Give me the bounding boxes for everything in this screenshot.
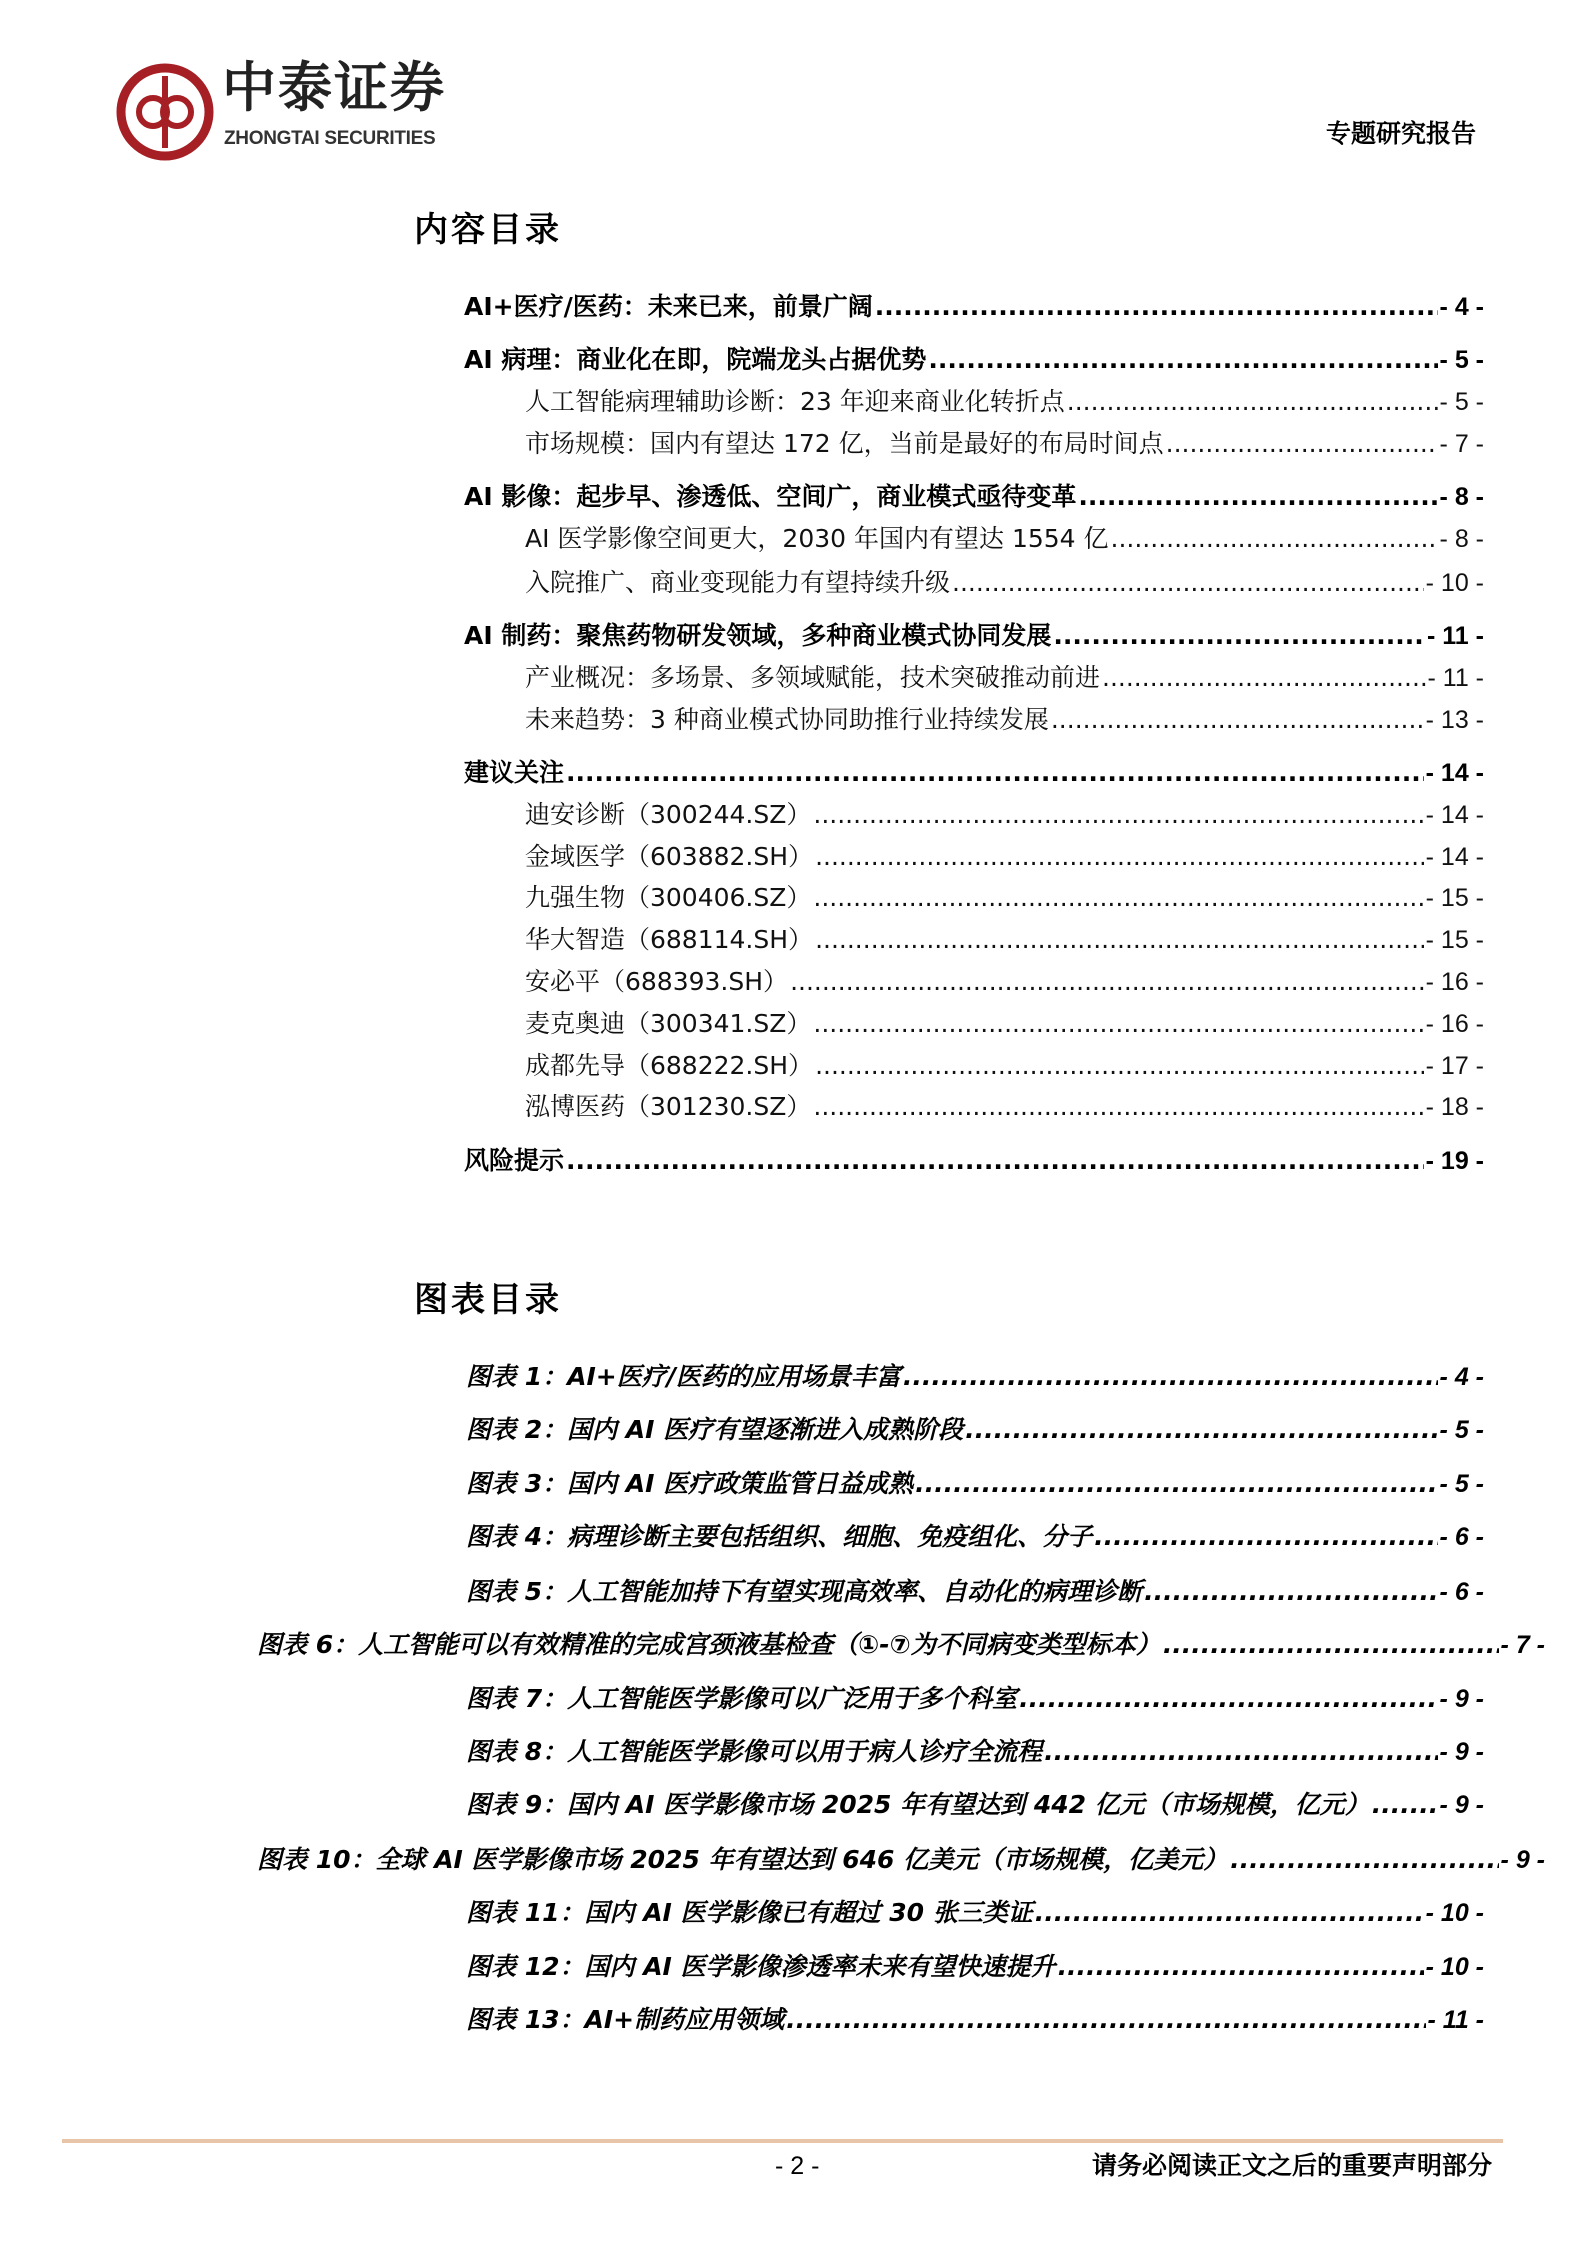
dot-leader	[875, 290, 1438, 324]
footer-disclaimer: 请务必阅读正文之后的重要声明部分	[1091, 2151, 1492, 2180]
figure-entry[interactable]	[257, 1628, 1545, 1662]
toc-section-entry[interactable]	[464, 290, 1484, 324]
logo-text-cn: 中泰证券	[222, 56, 446, 119]
dot-leader	[1372, 1788, 1438, 1822]
figure-entry[interactable]	[466, 1575, 1484, 1609]
figure-entry[interactable]	[466, 1735, 1484, 1769]
dot-leader	[1166, 427, 1438, 461]
dot-leader	[790, 965, 1424, 999]
dot-leader	[815, 1049, 1424, 1083]
toc-subsection-entry[interactable]	[525, 965, 1484, 999]
toc-subsection-entry-label[interactable]: 麦克奥迪（300341.SZ）	[525, 1009, 812, 1038]
toc-section-entry-page[interactable]: - 11 -	[1427, 622, 1484, 650]
toc-subsection-entry-label[interactable]: 成都先导（688222.SH）	[525, 1051, 814, 1080]
toc-subsection-entry-label[interactable]: 华大智造（688114.SH）	[525, 925, 814, 954]
dot-leader	[813, 1007, 1423, 1041]
dot-leader	[928, 343, 1437, 377]
dot-leader	[813, 1090, 1423, 1124]
dot-leader	[815, 840, 1424, 874]
dot-leader	[1019, 1682, 1437, 1716]
toc-section-entry-label[interactable]: AI+医疗/医药：未来已来，前景广阔	[464, 292, 873, 321]
dot-leader	[1111, 522, 1438, 556]
toc-subsection-entry-page[interactable]: - 18 -	[1425, 1093, 1484, 1121]
figure-entry[interactable]	[466, 1413, 1484, 1447]
toc-subsection-entry-label[interactable]: 人工智能病理辅助诊断：23 年迎来商业化转折点	[525, 387, 1065, 416]
figure-entry[interactable]	[466, 1360, 1484, 1394]
figure-entry-label[interactable]: 图表 5：人工智能加持下有望实现高效率、自动化的病理诊断	[466, 1577, 1143, 1606]
figure-entry-label[interactable]: 图表 12：国内 AI 医学影像渗透率未来有望快速提升	[466, 1952, 1056, 1981]
toc-subsection-entry-page[interactable]: - 14 -	[1425, 801, 1484, 829]
dot-leader	[1058, 1950, 1424, 1984]
toc-section-entry-label[interactable]: AI 影像：起步早、渗透低、空间广，商业模式亟待变革	[464, 482, 1077, 511]
toc-subsection-entry-label[interactable]: 未来趋势：3 种商业模式协同助推行业持续发展	[525, 705, 1049, 734]
figure-entry[interactable]	[466, 2003, 1484, 2037]
dot-leader	[1044, 1735, 1437, 1769]
dot-leader	[1053, 619, 1425, 653]
figures-title: 图表目录	[414, 1280, 562, 1320]
toc-section-entry-label[interactable]: AI 病理：商业化在即，院端龙头占据优势	[464, 345, 927, 374]
toc-subsection-entry-page[interactable]: - 10 -	[1425, 569, 1484, 597]
dot-leader	[566, 756, 1424, 790]
figure-entry[interactable]	[466, 1467, 1484, 1501]
toc-section-entry-page[interactable]: - 5 -	[1439, 346, 1484, 374]
toc-subsection-entry-label[interactable]: 九强生物（300406.SZ）	[525, 883, 812, 912]
toc-section-entry[interactable]	[464, 619, 1484, 653]
figure-entry[interactable]	[466, 1520, 1484, 1554]
dot-leader	[1035, 1896, 1424, 1930]
dot-leader	[1144, 1575, 1437, 1609]
toc-subsection-entry[interactable]	[525, 798, 1484, 832]
figure-entry[interactable]	[466, 1896, 1484, 1930]
toc-subsection-entry[interactable]	[525, 881, 1484, 915]
figure-entry-page[interactable]: - 9 -	[1439, 1791, 1484, 1819]
figure-entry-label[interactable]: 图表 2：国内 AI 医疗有望逐渐进入成熟阶段	[466, 1415, 964, 1444]
figure-entry-label[interactable]: 图表 1：AI+医疗/医药的应用场景丰富	[466, 1362, 901, 1391]
dot-leader	[1230, 1843, 1498, 1877]
toc-section-entry-label[interactable]: 风险提示	[464, 1146, 565, 1175]
figure-entry-page[interactable]: - 4 -	[1439, 1363, 1484, 1391]
figure-entry-page[interactable]: - 9 -	[1500, 1846, 1545, 1874]
toc-section-entry[interactable]	[464, 1144, 1484, 1178]
toc-subsection-entry[interactable]	[525, 840, 1484, 874]
dot-leader	[566, 1144, 1424, 1178]
toc-subsection-entry[interactable]	[525, 385, 1484, 419]
toc-subsection-entry[interactable]	[525, 1090, 1484, 1124]
figure-entry[interactable]	[466, 1682, 1484, 1716]
figure-entry-page[interactable]: - 9 -	[1439, 1685, 1484, 1713]
toc-subsection-entry-label[interactable]: AI 医学影像空间更大，2030 年国内有望达 1554 亿	[525, 524, 1109, 553]
dot-leader	[786, 2003, 1425, 2037]
figure-entry[interactable]	[257, 1843, 1545, 1877]
toc-subsection-entry-page[interactable]: - 7 -	[1439, 430, 1484, 458]
figure-entry-label[interactable]: 图表 7：人工智能医学影像可以广泛用于多个科室	[466, 1684, 1018, 1713]
toc-subsection-entry-page[interactable]: - 17 -	[1425, 1052, 1484, 1080]
figure-entry-label[interactable]: 图表 9：国内 AI 医学影像市场 2025 年有望达到 442 亿元（市场规模，亿元）	[466, 1790, 1370, 1819]
toc-subsection-entry[interactable]	[525, 1049, 1484, 1083]
toc-subsection-entry-page[interactable]: - 14 -	[1425, 843, 1484, 871]
report-type: 专题研究报告	[1325, 119, 1476, 148]
figure-entry-label[interactable]: 图表 3：国内 AI 医疗政策监管日益成熟	[466, 1469, 914, 1498]
toc-section-entry-label[interactable]: AI 制药：聚焦药物研发领域，多种商业模式协同发展	[464, 621, 1052, 650]
toc-subsection-entry-page[interactable]: - 16 -	[1425, 1010, 1484, 1038]
dot-leader	[1067, 385, 1438, 419]
figure-entry-page[interactable]: - 5 -	[1439, 1470, 1484, 1498]
toc-subsection-entry-label[interactable]: 迪安诊断（300244.SZ）	[525, 800, 812, 829]
dot-leader	[903, 1360, 1438, 1394]
figure-entry-page[interactable]: - 7 -	[1500, 1631, 1545, 1659]
toc-subsection-entry[interactable]	[525, 566, 1484, 600]
contents-title: 内容目录	[414, 210, 562, 250]
toc-subsection-entry-label[interactable]: 入院推广、商业变现能力有望持续升级	[525, 568, 951, 597]
page-number: - 2 -	[775, 2152, 820, 2180]
dot-leader	[815, 923, 1424, 957]
toc-subsection-entry[interactable]	[525, 427, 1484, 461]
figure-entry-label[interactable]: 图表 10：全球 AI 医学影像市场 2025 年有望达到 646 亿美元（市场规模，亿美元）	[257, 1845, 1229, 1874]
figure-entry-page[interactable]: - 6 -	[1439, 1578, 1484, 1606]
toc-subsection-entry-page[interactable]: - 13 -	[1425, 706, 1484, 734]
toc-subsection-entry[interactable]	[525, 923, 1484, 957]
figure-entry-page[interactable]: - 10 -	[1425, 1899, 1484, 1927]
figure-entry-page[interactable]: - 10 -	[1425, 1953, 1484, 1981]
figure-entry-label[interactable]: 图表 8：人工智能医学影像可以用于病人诊疗全流程	[466, 1737, 1043, 1766]
toc-section-entry-page[interactable]: - 19 -	[1425, 1147, 1484, 1175]
figure-entry-label[interactable]: 图表 11：国内 AI 医学影像已有超过 30 张三类证	[466, 1898, 1033, 1927]
figure-entry[interactable]	[466, 1950, 1484, 1984]
dot-leader	[915, 1467, 1437, 1501]
toc-subsection-entry-label[interactable]: 安必平（688393.SH）	[525, 967, 789, 996]
toc-section-entry[interactable]	[464, 343, 1484, 377]
toc-section-entry-page[interactable]: - 14 -	[1425, 759, 1484, 787]
figure-entry-label[interactable]: 图表 13：AI+制药应用领域	[466, 2005, 785, 2034]
toc-subsection-entry-page[interactable]: - 5 -	[1439, 388, 1484, 416]
toc-subsection-entry-label[interactable]: 金域医学（603882.SH）	[525, 842, 814, 871]
toc-subsection-entry[interactable]	[525, 522, 1484, 556]
dot-leader	[813, 881, 1423, 915]
toc-subsection-entry-label[interactable]: 市场规模：国内有望达 172 亿，当前是最好的布局时间点	[525, 429, 1164, 458]
toc-subsection-entry[interactable]	[525, 703, 1484, 737]
figure-entry-page[interactable]: - 5 -	[1439, 1416, 1484, 1444]
toc-section-entry-page[interactable]: - 8 -	[1439, 483, 1484, 511]
logo-text-en: ZHONGTAI SECURITIES	[224, 128, 436, 149]
dot-leader	[965, 1413, 1437, 1447]
dot-leader	[1163, 1628, 1499, 1662]
dot-leader	[1094, 1520, 1437, 1554]
toc-subsection-entry-page[interactable]: - 16 -	[1425, 968, 1484, 996]
toc-subsection-entry-page[interactable]: - 8 -	[1439, 525, 1484, 553]
dot-leader	[1102, 661, 1425, 695]
toc-subsection-entry-page[interactable]: - 15 -	[1425, 884, 1484, 912]
dot-leader	[813, 798, 1423, 832]
figure-entry-page[interactable]: - 11 -	[1427, 2006, 1484, 2034]
toc-subsection-entry-label[interactable]: 产业概况：多场景、多领域赋能，技术突破推动前进	[525, 663, 1101, 692]
toc-section-entry-page[interactable]: - 4 -	[1439, 293, 1484, 321]
zhongtai-logo-icon	[115, 62, 215, 162]
dot-leader	[1051, 703, 1424, 737]
toc-subsection-entry-page[interactable]: - 11 -	[1427, 664, 1484, 692]
dot-leader	[952, 566, 1424, 600]
toc-section-entry[interactable]	[464, 756, 1484, 790]
figure-entry-page[interactable]: - 9 -	[1439, 1738, 1484, 1766]
toc-subsection-entry[interactable]	[525, 661, 1484, 695]
toc-section-entry-label[interactable]: 建议关注	[464, 758, 565, 787]
dot-leader	[1078, 480, 1437, 514]
figure-entry[interactable]	[466, 1788, 1484, 1822]
toc-subsection-entry[interactable]	[525, 1007, 1484, 1041]
footer-divider	[62, 2139, 1503, 2143]
toc-section-entry[interactable]	[464, 480, 1484, 514]
toc-subsection-entry-page[interactable]: - 15 -	[1425, 926, 1484, 954]
figure-entry-label[interactable]: 图表 4：病理诊断主要包括组织、细胞、免疫组化、分子	[466, 1522, 1093, 1551]
toc-subsection-entry-label[interactable]: 泓博医药（301230.SZ）	[525, 1092, 812, 1121]
figure-entry-label[interactable]: 图表 6：人工智能可以有效精准的完成宫颈液基检查（①-⑦为不同病变类型标本）	[257, 1630, 1161, 1659]
figure-entry-page[interactable]: - 6 -	[1439, 1523, 1484, 1551]
